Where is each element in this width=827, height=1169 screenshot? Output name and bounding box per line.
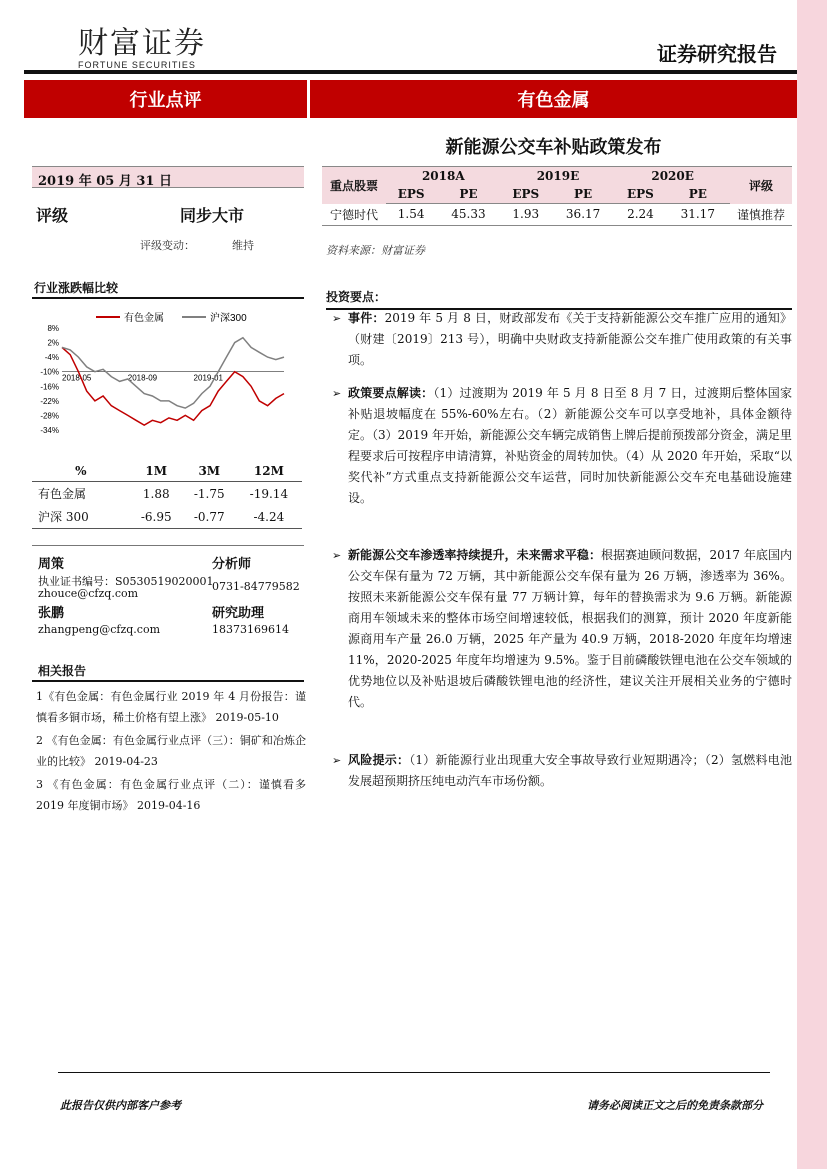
metric-header: EPS — [386, 185, 436, 204]
related-reports-list — [36, 686, 306, 818]
point-text: （1）过渡期为 2019 年 5 月 8 日至 8 月 7 日，过渡期后整体国家补贴退坡幅度在 55%-60%左右。（2）新能源公交车可以享受地补，具体金额待定。（3）2019 年开始，新能源公交车辆完成销售上牌后提前预拨部分资金，满足里程要求后可按程序申请清算，补贴资金的周转加快。（4）从 2020 年开始，采取“以奖代补”方式重点支持新能源公交车运营，同时加快新能源公交车充电基础设施建设。 — [348, 386, 792, 505]
year-header: 2019E — [501, 167, 616, 186]
analyst2-email[interactable]: zhangpeng@cfzq.com — [38, 623, 161, 636]
y-tick-label: -16% — [40, 382, 59, 392]
table-cell: 1.54 — [386, 204, 436, 226]
report-headline: 新能源公交车补贴政策发布 — [445, 137, 662, 158]
point-text: 根据赛迪顾问数据，2017 年底国内公交车保有量为 72 万辆，其中新能源公交车保有量为 26 万辆，渗透率为 36%。按照未来新能源公交车保有量 77 万辆计算，每年的替换需求为 9.6 万辆。新能源商用车领域未来的整体市场空间增速较低，根据我们的测算，预计 2020 年度新能源商用车产量 26.0 万辆，2025 年产量为 40.9 万辆，2018-2020 年度年均增速 11%，2020-2025 年度年均增速为 9.5%。鉴于目前磷酸铁锂电池在公交车领域的优势地位以及补贴退坡后磷酸铁锂电池的经济性，建议关注开展相关业务的宁德时代。 — [348, 548, 792, 709]
year-header: 2020E — [615, 167, 730, 186]
report-category-banner: 行业点评 — [24, 80, 307, 118]
analyst1-name: 周策 — [38, 557, 65, 572]
point-lead: 新能源公交车渗透率持续提升，未来需求平稳： — [348, 548, 602, 562]
point-lead: 风险提示： — [348, 753, 410, 767]
points-title: 投资要点： — [326, 290, 387, 304]
x-tick-label: 2018-09 — [127, 373, 158, 383]
y-tick-label: -28% — [40, 411, 59, 421]
table-cell: -19.14 — [249, 486, 289, 501]
point-item — [326, 750, 792, 792]
section-divider — [32, 680, 304, 682]
perf-row-name: 有色金属 — [38, 487, 87, 501]
metric-header: PE — [436, 185, 500, 204]
rating-label: 评级 — [36, 206, 69, 225]
metric-header: PE — [551, 185, 615, 204]
logo-english: FORTUNE SECURITIES — [78, 60, 196, 70]
table-cell: 1.93 — [501, 204, 551, 226]
bullet-arrow-icon: ➢ — [332, 312, 342, 325]
brand-logo — [78, 18, 206, 70]
rating-change-label: 评级变动： — [140, 239, 195, 252]
table-row — [32, 482, 302, 506]
y-tick-label: 8% — [47, 324, 59, 333]
stock-rating-header: 评级 — [730, 167, 792, 204]
point-item — [326, 545, 792, 713]
legend-label-series2: 沪深300 — [210, 313, 247, 324]
related-section-title: 相关报告 — [38, 664, 87, 678]
table-cell: -0.77 — [183, 505, 236, 529]
table-row — [32, 505, 302, 529]
performance-section-title: 行业涨跌幅比较 — [34, 281, 119, 295]
analyst1-cert: 执业证书编号：S0530519020001 — [38, 575, 214, 588]
bullet-arrow-icon: ➢ — [332, 387, 342, 400]
table-cell: 36.17 — [551, 204, 615, 226]
performance-table — [32, 461, 302, 529]
table-source: 资料来源：财富证券 — [326, 244, 425, 257]
table-row — [322, 204, 792, 226]
analyst2-name: 张鹏 — [38, 606, 65, 621]
related-report-item[interactable]: 3 《有色金属：有色金属行业点评（二）：谨慎看多 2019 年度铜市场》 2019-04-16 — [36, 778, 306, 812]
point-item — [326, 308, 792, 371]
point-text: （1）新能源行业出现重大安全事故导致行业短期遇冷；（2）氢燃料电池发展超预期挤压纯电动汽车市场份额。 — [348, 753, 792, 788]
key-stocks-table — [322, 166, 792, 226]
table-cell: 31.17 — [666, 204, 730, 226]
investment-points — [326, 288, 792, 788]
bullet-arrow-icon: ➢ — [332, 549, 342, 562]
y-tick-label: -22% — [40, 396, 59, 406]
analyst-divider — [32, 545, 304, 546]
stock-rating: 谨慎推荐 — [730, 204, 792, 226]
stock-name: 宁德时代 — [322, 204, 386, 226]
rating-value: 同步大市 — [180, 206, 245, 225]
assistant-label: 研究助理 — [212, 606, 265, 621]
x-tick-label: 2019-01 — [193, 373, 223, 383]
year-header: 2018A — [386, 167, 501, 186]
point-text: 2019 年 5 月 8 日，财政部发布《关于支持新能源公交车推广应用的通知》（财建〔2019〕213 号），明确中央财政支持新能源公交车推广使用政策的有关事项。 — [348, 311, 792, 367]
footer-divider — [58, 1072, 770, 1073]
report-type: 证券研究报告 — [657, 42, 777, 66]
point-item — [326, 383, 792, 509]
y-tick-label: -4% — [44, 353, 59, 363]
analyst-label: 分析师 — [212, 557, 252, 572]
point-lead: 事件： — [348, 311, 385, 325]
assistant-phone: 18373169614 — [212, 623, 289, 636]
related-report-item[interactable]: 2 《有色金属：有色金属行业点评（三）：铜矿和冶炼企业的比较》 2019-04-23 — [36, 734, 306, 768]
y-tick-label: 2% — [47, 338, 59, 348]
x-tick-label: 2018-05 — [62, 373, 92, 383]
related-report-item[interactable]: 1《有色金属：有色金属行业 2019 年 4 月份报告：谨慎看多铜市场，稀土价格有望上涨》 2019-05-10 — [36, 690, 306, 724]
table-cell: -4.24 — [236, 505, 302, 529]
series-line-youse — [62, 347, 284, 425]
y-tick-label: -34% — [40, 426, 59, 435]
logo-chinese: 财富证券 — [78, 26, 206, 61]
table-cell: -1.75 — [193, 486, 225, 501]
perf-header: % — [32, 461, 130, 482]
metric-header: EPS — [615, 185, 665, 204]
section-divider — [32, 297, 304, 299]
performance-chart — [32, 308, 294, 438]
page-side-stripe — [797, 0, 827, 1169]
series-line-hs300 — [62, 338, 284, 408]
table-cell: 1.88 — [142, 486, 170, 501]
bullet-arrow-icon: ➢ — [332, 754, 342, 767]
footer-disclaimer[interactable]: 请务必阅读正文之后的免责条款部分 — [587, 1099, 763, 1112]
industry-banner: 有色金属 — [310, 80, 797, 118]
analyst1-email[interactable]: zhouce@cfzq.com — [38, 587, 139, 600]
perf-header: 1M — [130, 461, 183, 482]
perf-header: 12M — [236, 461, 302, 482]
metric-header: EPS — [501, 185, 551, 204]
stock-header: 重点股票 — [322, 167, 386, 204]
header-divider — [24, 70, 797, 74]
metric-header: PE — [666, 185, 730, 204]
legend-label-series1: 有色金属 — [124, 313, 164, 324]
analyst-phone: 0731-84779582 — [212, 580, 300, 593]
y-tick-label: -10% — [40, 367, 59, 377]
report-date: 2019 年 05 月 31 日 — [32, 166, 304, 188]
rating-change-value: 维持 — [232, 239, 254, 252]
footer-note: 此报告仅供内部客户参考 — [60, 1099, 181, 1112]
perf-row-name: 沪深 300 — [32, 505, 130, 529]
table-cell: 2.24 — [615, 204, 665, 226]
table-cell: 45.33 — [436, 204, 500, 226]
point-lead: 政策要点解读： — [348, 386, 434, 400]
table-cell: -6.95 — [130, 505, 183, 529]
perf-header: 3M — [183, 461, 236, 482]
